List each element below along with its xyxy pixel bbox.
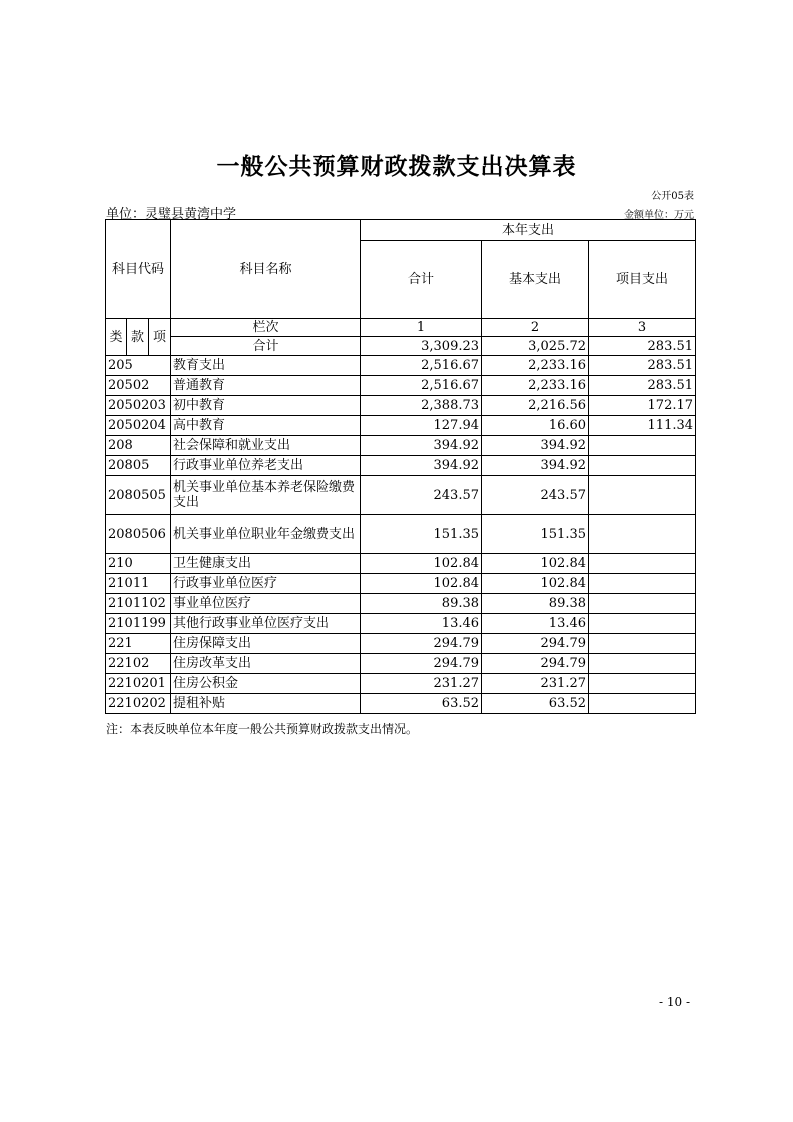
table-row	[106, 654, 696, 674]
col-index-1: 1	[361, 319, 482, 337]
row-name: 高中教育	[171, 416, 361, 436]
row-code: 2080506	[106, 515, 171, 554]
row-project	[589, 476, 696, 515]
row-total: 294.79	[361, 654, 482, 674]
row-total: 89.38	[361, 594, 482, 614]
row-name: 提租补贴	[171, 694, 361, 714]
unit-label: 单位：灵璧县黄湾中学	[106, 207, 237, 222]
row-basic: 231.27	[482, 674, 589, 694]
header-project: 项目支出	[589, 241, 696, 319]
row-code: 2080505	[106, 476, 171, 515]
row-project	[589, 554, 696, 574]
row-total: 294.79	[361, 634, 482, 654]
row-total: 231.27	[361, 674, 482, 694]
row-name: 社会保障和就业支出	[171, 436, 361, 456]
row-basic: 102.84	[482, 574, 589, 594]
row-project: 172.17	[589, 396, 696, 416]
row-total: 127.94	[361, 416, 482, 436]
row-basic: 294.79	[482, 654, 589, 674]
table-row	[106, 694, 696, 714]
row-name: 教育支出	[171, 356, 361, 376]
row-code: 2210201	[106, 674, 171, 694]
row-basic: 63.52	[482, 694, 589, 714]
row-name: 住房保障支出	[171, 634, 361, 654]
row-basic: 294.79	[482, 634, 589, 654]
header-lei: 类	[106, 319, 127, 356]
sum-project: 283.51	[589, 337, 696, 356]
row-total: 243.57	[361, 476, 482, 515]
row-total: 2,516.67	[361, 376, 482, 396]
row-total: 63.52	[361, 694, 482, 714]
header-basic: 基本支出	[482, 241, 589, 319]
expenditure-table	[105, 219, 696, 714]
sum-label: 合计	[171, 337, 361, 356]
table-row	[106, 436, 696, 456]
table-row	[106, 554, 696, 574]
row-basic: 2,216.56	[482, 396, 589, 416]
row-project	[589, 654, 696, 674]
page-title: 一般公共预算财政拨款支出决算表	[216, 153, 577, 180]
row-name: 初中教育	[171, 396, 361, 416]
row-basic: 2,233.16	[482, 376, 589, 396]
table-row	[106, 416, 696, 436]
row-project	[589, 674, 696, 694]
row-name: 事业单位医疗	[171, 594, 361, 614]
row-basic: 102.84	[482, 554, 589, 574]
header-kuan: 款	[127, 319, 149, 356]
row-total: 394.92	[361, 436, 482, 456]
row-basic: 394.92	[482, 436, 589, 456]
header-xiang: 项	[149, 319, 171, 356]
row-name: 住房公积金	[171, 674, 361, 694]
table-row	[106, 476, 696, 515]
row-project	[589, 456, 696, 476]
row-code: 2210202	[106, 694, 171, 714]
row-code: 221	[106, 634, 171, 654]
row-project	[589, 436, 696, 456]
row-project: 283.51	[589, 356, 696, 376]
table-row	[106, 674, 696, 694]
row-project	[589, 694, 696, 714]
table-row	[106, 356, 696, 376]
row-code: 2101199	[106, 614, 171, 634]
row-name: 其他行政事业单位医疗支出	[171, 614, 361, 634]
row-name: 机关事业单位基本养老保险缴费支出	[171, 476, 361, 515]
header-lanci: 栏次	[171, 319, 361, 337]
row-project	[589, 594, 696, 614]
row-code: 208	[106, 436, 171, 456]
row-project: 111.34	[589, 416, 696, 436]
row-name: 卫生健康支出	[171, 554, 361, 574]
row-basic: 394.92	[482, 456, 589, 476]
footnote: 注：本表反映单位本年度一般公共预算财政拨款支出情况。	[106, 722, 419, 736]
row-basic: 243.57	[482, 476, 589, 515]
row-basic: 16.60	[482, 416, 589, 436]
money-unit-label: 金额单位：万元	[624, 210, 694, 221]
row-basic: 2,233.16	[482, 356, 589, 376]
sum-basic: 3,025.72	[482, 337, 589, 356]
row-project: 283.51	[589, 376, 696, 396]
table-row	[106, 614, 696, 634]
row-code: 2050203	[106, 396, 171, 416]
row-total: 151.35	[361, 515, 482, 554]
row-project	[589, 515, 696, 554]
row-code: 20502	[106, 376, 171, 396]
page-number: - 10 -	[658, 995, 690, 1009]
row-code: 2101102	[106, 594, 171, 614]
form-number: 公开05表	[651, 191, 694, 202]
row-basic: 89.38	[482, 594, 589, 614]
table-row	[106, 376, 696, 396]
header-current-year: 本年支出	[361, 220, 696, 241]
row-project	[589, 574, 696, 594]
row-total: 2,516.67	[361, 356, 482, 376]
table-row	[106, 515, 696, 554]
table-row	[106, 456, 696, 476]
row-basic: 13.46	[482, 614, 589, 634]
row-name: 住房改革支出	[171, 654, 361, 674]
row-code: 205	[106, 356, 171, 376]
row-code: 20805	[106, 456, 171, 476]
row-code: 210	[106, 554, 171, 574]
table-row	[106, 574, 696, 594]
row-total: 102.84	[361, 574, 482, 594]
row-code: 21011	[106, 574, 171, 594]
table-row	[106, 594, 696, 614]
row-name: 行政事业单位养老支出	[171, 456, 361, 476]
row-name: 行政事业单位医疗	[171, 574, 361, 594]
row-code: 2050204	[106, 416, 171, 436]
header-total: 合计	[361, 241, 482, 319]
table-row	[106, 634, 696, 654]
row-total: 102.84	[361, 554, 482, 574]
row-code: 22102	[106, 654, 171, 674]
row-name: 普通教育	[171, 376, 361, 396]
row-name: 机关事业单位职业年金缴费支出	[171, 515, 361, 554]
col-index-2: 2	[482, 319, 589, 337]
header-code: 科目代码	[106, 220, 171, 319]
row-project	[589, 614, 696, 634]
sum-total: 3,309.23	[361, 337, 482, 356]
col-index-3: 3	[589, 319, 696, 337]
row-total: 2,388.73	[361, 396, 482, 416]
row-basic: 151.35	[482, 515, 589, 554]
table-row	[106, 396, 696, 416]
header-name: 科目名称	[171, 220, 361, 319]
row-total: 394.92	[361, 456, 482, 476]
row-project	[589, 634, 696, 654]
row-total: 13.46	[361, 614, 482, 634]
